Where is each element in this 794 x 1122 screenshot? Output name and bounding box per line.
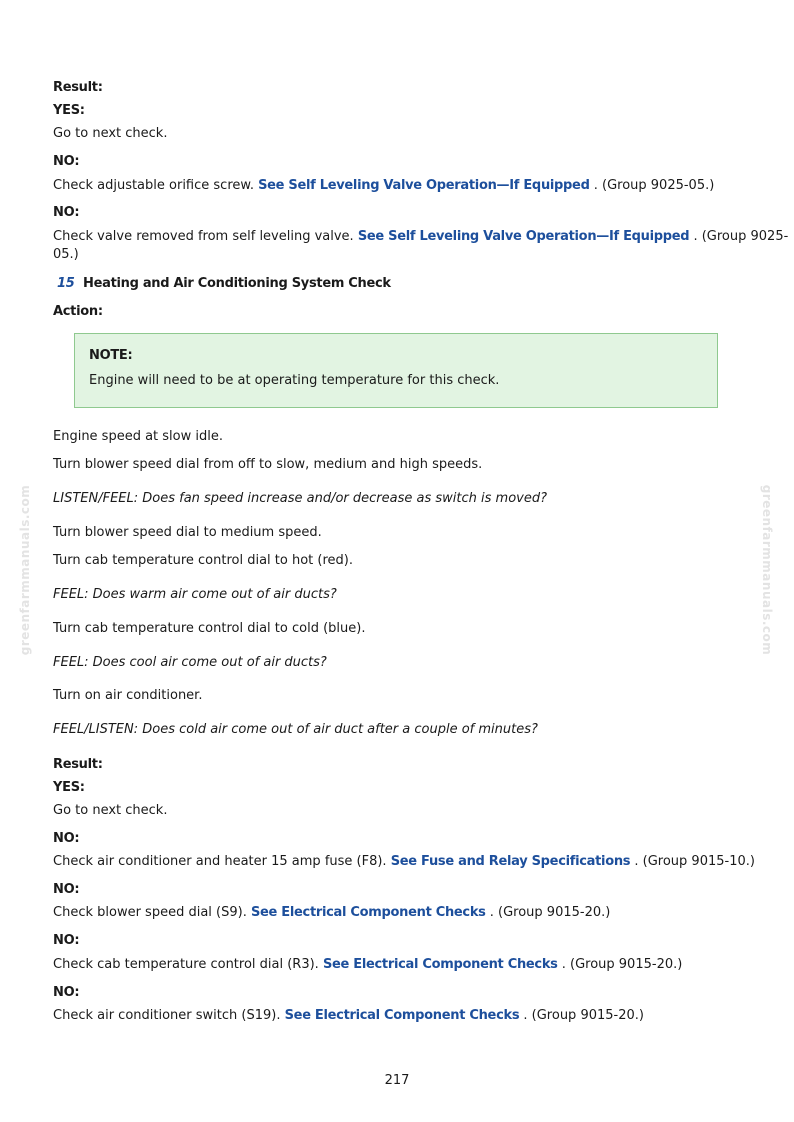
yes-text: Go to next check.	[53, 126, 168, 141]
no-label: NO:	[53, 882, 80, 897]
check-question: FEEL: Does warm air come out of air ducts?	[53, 587, 337, 602]
step-title: Heating and Air Conditioning System Check	[83, 276, 391, 291]
no-text: Check air conditioner switch (S19). See Electrical Component Checks . (Group 9015-20.)	[53, 1008, 644, 1023]
action-text: Turn cab temperature control dial to cold (blue).	[53, 621, 366, 636]
action-text: Turn cab temperature control dial to hot (red).	[53, 553, 353, 568]
cross-reference-link[interactable]: See Electrical Component Checks	[322, 957, 558, 972]
yes-label: YES:	[53, 103, 85, 118]
no-text: Check adjustable orifice screw. See Self Leveling Valve Operation—If Equipped . (Group 9025-05.)	[53, 178, 715, 193]
note-body: Engine will need to be at operating temperature for this check.	[89, 373, 500, 388]
action-label: Action:	[53, 304, 103, 319]
cross-reference-link[interactable]: See Fuse and Relay Specifications	[390, 854, 631, 869]
no-label: NO:	[53, 831, 80, 846]
result-label: Result:	[53, 80, 103, 95]
no-label: NO:	[53, 985, 80, 1000]
no-text: Check valve removed from self leveling valve. See Self Leveling Valve Operation—If Equipped . (Group 9025-	[53, 229, 789, 244]
note-box	[74, 333, 718, 408]
action-text: Turn on air conditioner.	[53, 688, 203, 703]
check-question: FEEL: Does cool air come out of air ducts?	[53, 655, 327, 670]
no-text: Check cab temperature control dial (R3). See Electrical Component Checks . (Group 9015-20.)	[53, 957, 683, 972]
check-question: LISTEN/FEEL: Does fan speed increase and/or decrease as switch is moved?	[53, 491, 548, 506]
side-watermark-right: greenfarmmanuals.com	[760, 484, 774, 656]
no-text: Check air conditioner and heater 15 amp fuse (F8). See Fuse and Relay Specifications . (Group 9015-10.)	[53, 854, 755, 869]
cross-reference-link[interactable]: See Electrical Component Checks	[284, 1008, 520, 1023]
check-question: FEEL/LISTEN: Does cold air come out of air duct after a couple of minutes?	[53, 722, 538, 737]
note-title: NOTE:	[89, 348, 133, 363]
no-label: NO:	[53, 205, 80, 220]
side-watermark-left: greenfarmmanuals.com	[18, 484, 32, 656]
action-text: Turn blower speed dial from off to slow, medium and high speeds.	[53, 457, 483, 472]
result-label: Result:	[53, 757, 103, 772]
no-label: NO:	[53, 933, 80, 948]
no-text-continued: 05.)	[53, 247, 79, 262]
page-number: 217	[384, 1073, 410, 1088]
no-label: NO:	[53, 154, 80, 169]
step-heading	[57, 275, 391, 292]
action-text: Turn blower speed dial to medium speed.	[53, 525, 322, 540]
yes-label: YES:	[53, 780, 85, 795]
action-text: Engine speed at slow idle.	[53, 429, 223, 444]
cross-reference-link[interactable]: See Electrical Component Checks	[250, 905, 486, 920]
yes-text: Go to next check.	[53, 803, 168, 818]
cross-reference-link[interactable]: See Self Leveling Valve Operation—If Equipped	[258, 178, 590, 193]
step-number: 15	[57, 276, 75, 291]
no-text: Check blower speed dial (S9). See Electrical Component Checks . (Group 9015-20.)	[53, 905, 611, 920]
cross-reference-link[interactable]: See Self Leveling Valve Operation—If Equipped	[357, 229, 690, 244]
